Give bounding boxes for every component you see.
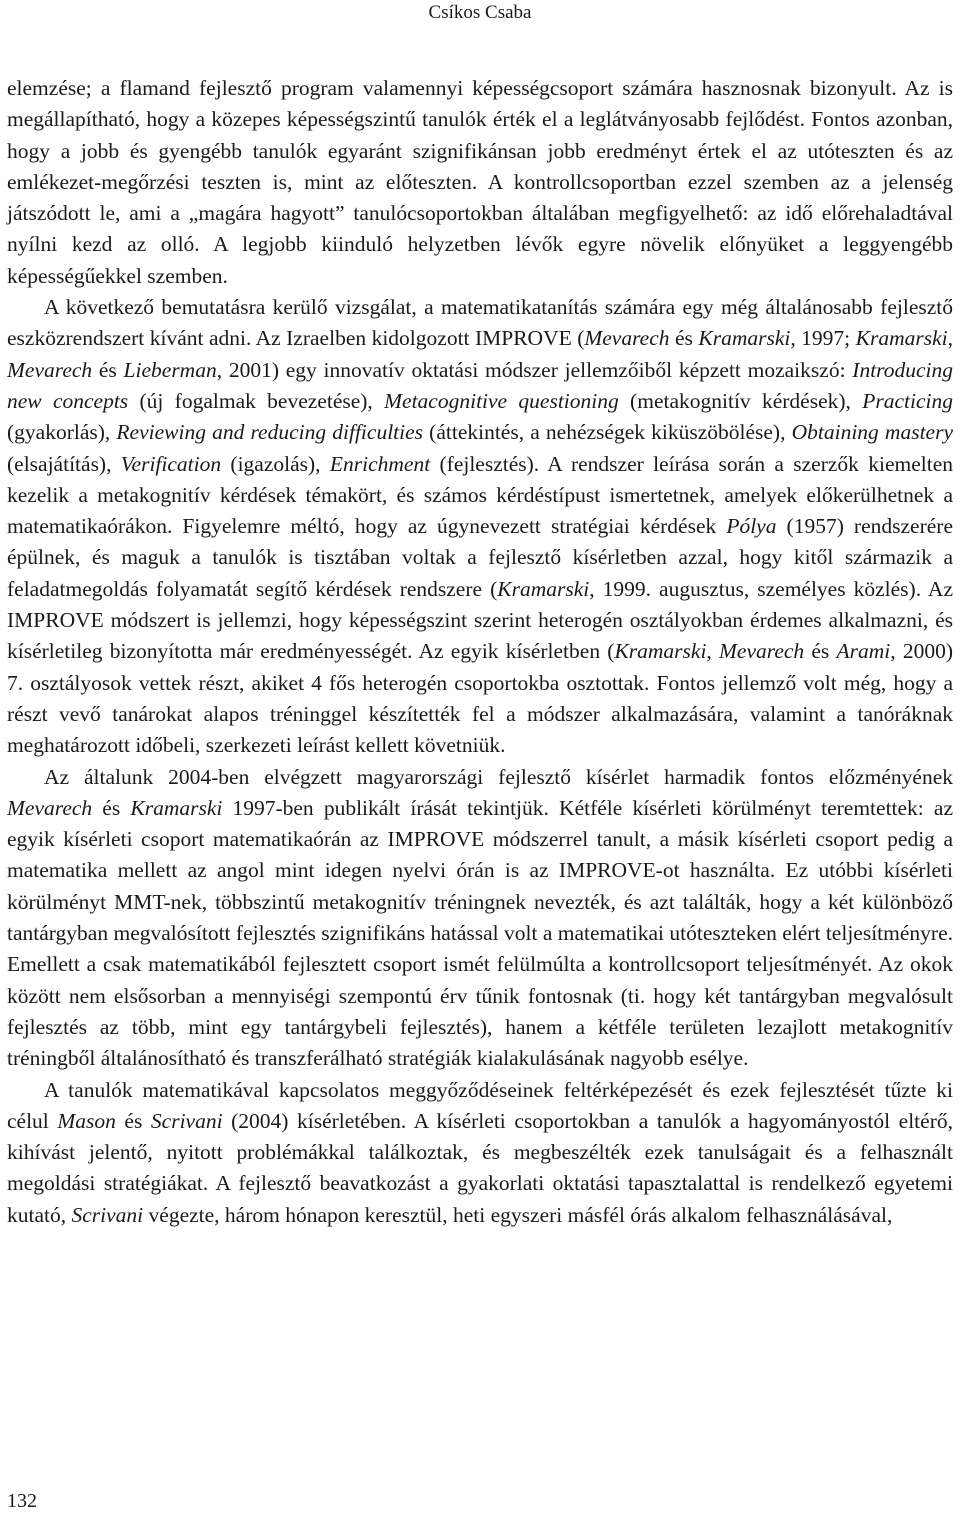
text-run: és [92, 795, 131, 820]
text-run: , [947, 326, 953, 351]
italic-term: Mevarech [7, 795, 93, 820]
italic-term: Scrivani [150, 1108, 223, 1133]
text-run: (fejlesztés). A rendszer leírása során a szerzők kiemelten kezelik a metakognitív kérdések témakört, és számos kérdéstípust ismertetnek, amelyek előkerülhetnek a matematikaórákon. Figyelemre méltó, hogy az úgynevezett stratégiai kérdések [7, 451, 953, 539]
text-run: , 2001) egy innovatív oktatási módszer jellemzőiből képzett mozaikszó: [216, 357, 853, 382]
italic-term: Kramarski [130, 795, 223, 820]
text-run: (új fogalmak bevezetése), [128, 388, 385, 413]
text-run: A következő bemutatásra kerülő vizsgálat, a matematikatanítás számára egy még általánosabb fejlesztő eszközrendszert kívánt adni. Az Izraelben kidolgozott IMPROVE ( [7, 295, 953, 351]
italic-term: Mevarech [7, 357, 93, 382]
italic-term: Mason [57, 1108, 116, 1133]
italic-term: Kramarski [698, 326, 791, 351]
text-run: (elsajátítás), [7, 451, 121, 476]
italic-term: Practicing [862, 388, 953, 413]
text-run: 1997-ben publikált írását tekintjük. Kétféle kísérleti körülményt teremtettek: az egyik kísérleti csoport matematikaórán az IMPROVE módszerrel tanult, a másik kísérleti csoport pedig a matematika mellett az angol mint idegen nyelvi órán is az IMPROVE-ot használta. Ez utóbbi kísérleti körülményt MMT-nek, többszintű metakognitív tréningnek nevezték, és azt találták, hogy a két különböző tantárgyban megvalósított fejlesztés szignifikáns hatással volt a matematikai utóteszteken elért teljesítményre. Emellett a csak matematikából fejlesztett csoport ismét felülmúlta a kontrollcsoport teljesítményét. Az okok között nem elsősorban a mennyiségi szempontú érv tűnik fontosnak (ti. hogy két tantárgyban megvalósult fejlesztés az több, mint egy tantárgybeli fejlesztés), hanem a kétféle területen lezajlott metakognitív tréningből általánosítható és transzferálható stratégiák kialakulásának nagyobb esélye. [7, 795, 954, 1071]
italic-term: Arami [836, 639, 891, 664]
text-run: végezte, három hónapon keresztül, heti egyszeri másfél órás alkalom felhasználásával, [143, 1202, 893, 1227]
text-run: és [115, 1108, 151, 1133]
italic-term: Metacognitive questioning [384, 388, 619, 413]
italic-term: Mevarech [719, 639, 805, 664]
italic-term: Pólya [726, 514, 777, 539]
text-run: és [804, 639, 837, 664]
italic-term: Obtaining mastery [791, 420, 953, 445]
body-paragraph [7, 292, 953, 761]
article-body [7, 73, 953, 1231]
body-paragraph [7, 73, 953, 292]
italic-term: Kramarski [614, 639, 707, 664]
italic-term: Introducing new concepts [7, 357, 953, 413]
text-run: és [669, 326, 699, 351]
text-run: (igazolás), [221, 451, 330, 476]
running-head-author: Csíkos Csaba [428, 2, 532, 23]
text-run: (2004) kísérletében. A kísérleti csoportokban a tanulók a hagyományostól eltérő, kihívást jelentő, nyitott problémákkal találkoztak, és megbeszélték ezek tanulságait és a felhasznált megoldási stratégiákat. A fejlesztő beavatkozást a gyakorlati oktatási tapasztalattal is rendelkező egyetemi kutató, [7, 1108, 953, 1227]
italic-term: Lieberman [123, 357, 217, 382]
text-run: (áttekintés, a nehézségek kiküszöbölése), [423, 420, 792, 445]
text-run: , 1997; [790, 326, 856, 351]
text-run: (metakognitív kérdések), [618, 388, 863, 413]
text-run: (gyakorlás), [7, 420, 117, 445]
text-run: , 1999. augusztus, személyes közlés). Az IMPROVE módszert is jellemzi, hogy képességszint szerint heterogén osztályokban érdemes alkalmazni, és kísérletileg bizonyította már eredményességét. Az egyik kísérletben ( [7, 576, 953, 664]
italic-term: Kramarski [855, 326, 948, 351]
italic-term: Kramarski [497, 576, 590, 601]
text-run: Az általunk 2004-ben elvégzett magyarországi fejlesztő kísérlet harmadik fontos előzményének [44, 764, 953, 789]
body-paragraph [7, 762, 953, 1075]
text-run: (1957) rendszerére épülnek, és maguk a tanulók is tisztában voltak a fejlesztő kísérletben azzal, hogy kitől származik a feladatmegoldás folyamatát segítő kérdések rendszere ( [7, 514, 953, 601]
text-run: , 2000) 7. osztályosok vettek részt, akiket 4 fős heterogén csoportokba osztottak. Fontos jellemző volt még, hogy a részt vevő tanárokat alapos tréninggel készítették fel a módszer alkalmazására, valamint a tanóráknak meghatározott időbeli, szerkezeti leírást kellett követniük. [7, 639, 953, 758]
page-number: 132 [7, 1490, 37, 1512]
italic-term: Reviewing and reducing difficulties [116, 420, 424, 445]
text-run: és [92, 357, 124, 382]
italic-term: Verification [120, 451, 222, 476]
italic-term: Scrivani [71, 1202, 144, 1227]
text-run: , [706, 639, 720, 664]
text-run: elemzése; a flamand fejlesztő program valamennyi képességcsoport számára hasznosnak bizonyult. Az is megállapítható, hogy a közepes képességszintű tanulók érték el a leglátványosabb fejlődést. Fontos azonban, hogy a jobb és gyengébb tanulók egyaránt szignifikánsan jobb eredményt értek el az utóteszten és az emlékezet-megőrzési teszten is, mint az előteszten. A kontrollcsoportban ezzel szemben az a jelenség játszódott le, ami a „magára hagyott” tanulócsoportokban általában megfigyelhető: az idő előrehaladtával nyílni kezd az olló. A legjobb kiinduló helyzetben lévők egyre növelik előnyüket a leggyengébb képességűekkel szemben. [7, 76, 953, 288]
body-paragraph [7, 1075, 953, 1231]
italic-term: Mevarech [584, 326, 670, 351]
italic-term: Enrichment [329, 451, 431, 476]
text-run: A tanulók matematikával kapcsolatos meggyőződéseinek feltérképezését és ezek fejlesztését tűzte ki célul [7, 1077, 953, 1133]
